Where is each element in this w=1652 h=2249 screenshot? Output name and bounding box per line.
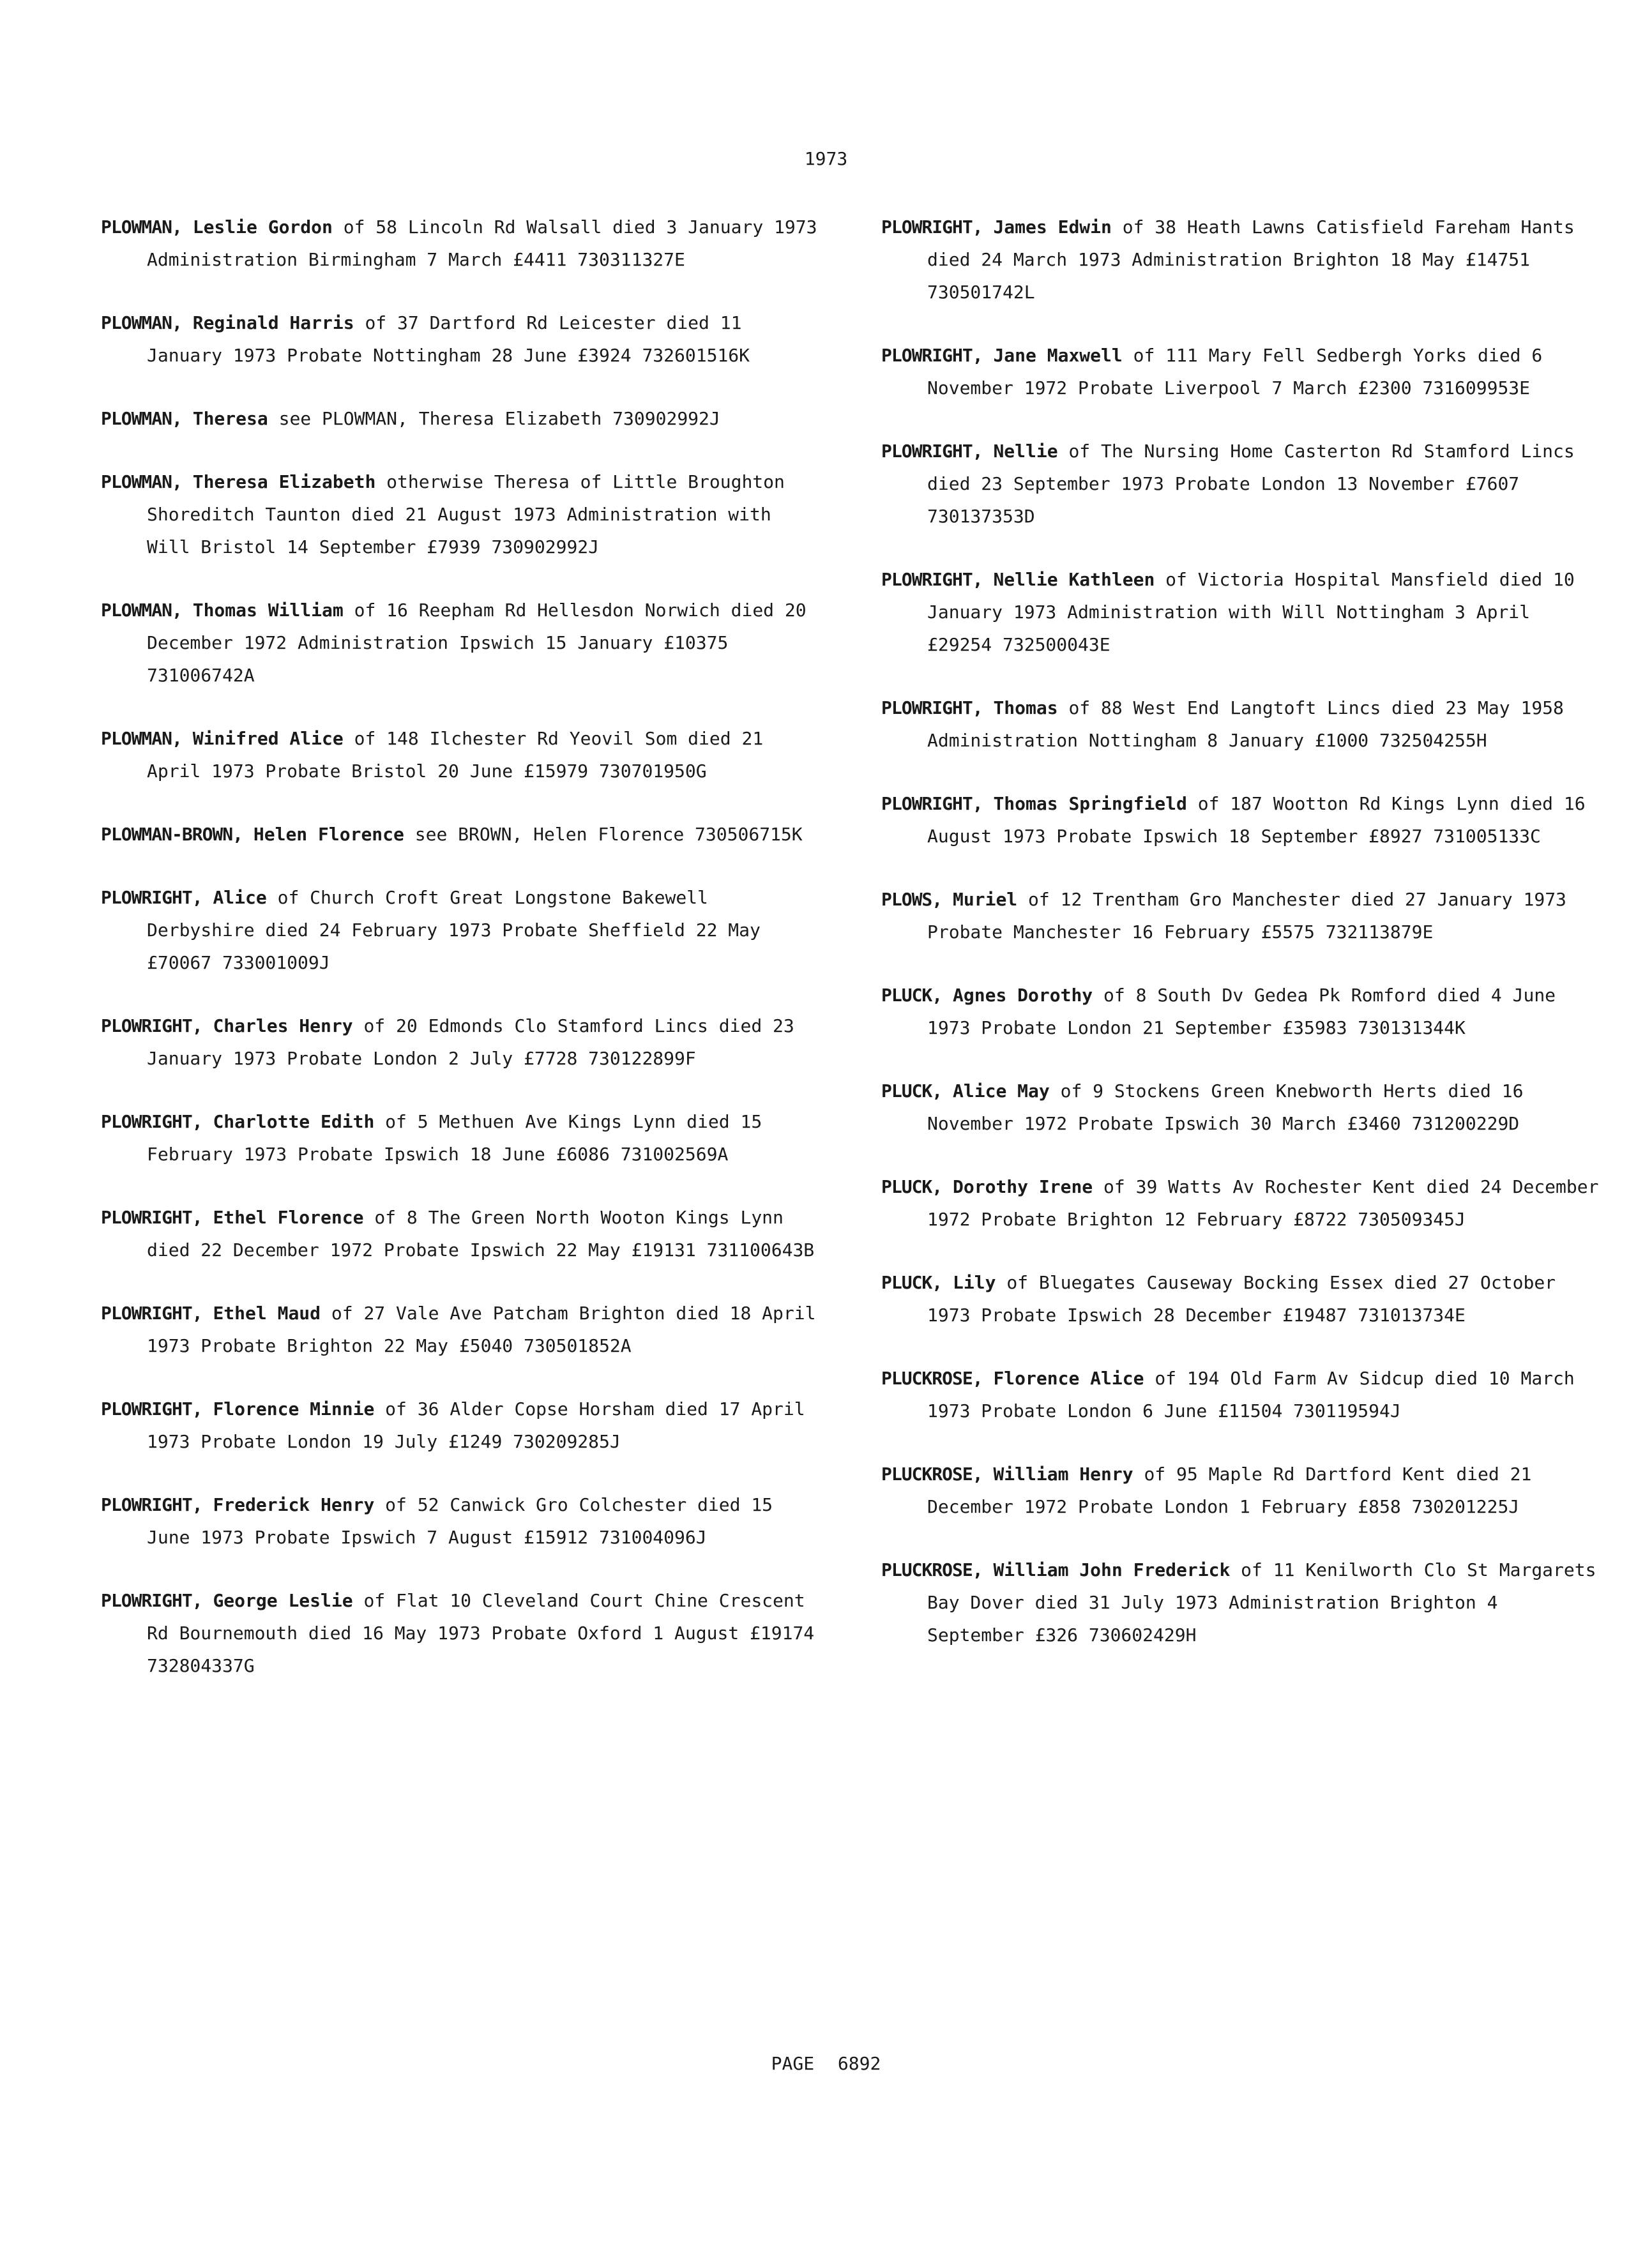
probate-entry: [101, 594, 822, 692]
probate-entry: [101, 1010, 822, 1075]
entry-surname: PLUCKROSE,: [881, 1559, 983, 1580]
entry-details: of 148 Ilchester Rd Yeovil Som died 21 April 1973 Probate Bristol 20 June £15979 730701950G: [147, 728, 764, 782]
entry-forenames: Agnes Dorothy: [953, 985, 1093, 1006]
entry-details: of 36 Alder Copse Horsham died 17 April 1973 Probate London 19 July £1249 730209285J: [147, 1398, 805, 1452]
entry-details: of 37 Dartford Rd Leicester died 11 January 1973 Probate Nottingham 28 June £3924 732601516K: [147, 312, 750, 366]
page-footer: [0, 2053, 1652, 2074]
entry-surname: PLOWS,: [881, 889, 943, 910]
entry-forenames: William John Frederick: [993, 1559, 1231, 1580]
entry-surname: PLOWRIGHT,: [881, 793, 983, 814]
entry-forenames: William Henry: [993, 1464, 1133, 1485]
probate-entry: [101, 1297, 822, 1362]
probate-entry: [881, 1266, 1603, 1331]
entry-details: of 5 Methuen Ave Kings Lynn died 15 February 1973 Probate Ipswich 18 June £6086 731002569A: [147, 1111, 762, 1165]
entry-surname: PLOWMAN,: [101, 312, 182, 333]
entry-details: otherwise Theresa of Little Broughton Shoreditch Taunton died 21 August 1973 Administration with Will Bristol 14 September £7939 730902992J: [147, 471, 785, 557]
entry-details: of 187 Wootton Rd Kings Lynn died 16 August 1973 Probate Ipswich 18 September £8927 731005133C: [927, 793, 1586, 847]
probate-entry: [101, 1201, 822, 1266]
entry-surname: PLUCK,: [881, 985, 943, 1006]
probate-entry: [881, 1170, 1603, 1236]
probate-entry: [881, 1362, 1603, 1427]
probate-entry: [881, 435, 1603, 533]
entry-surname: PLOWMAN,: [101, 471, 182, 492]
page-number: 6892: [837, 2053, 881, 2074]
entry-forenames: Frederick Henry: [213, 1494, 375, 1515]
entry-forenames: Muriel: [953, 889, 1018, 910]
probate-entry: [101, 307, 822, 372]
left-column: [101, 211, 822, 1713]
entry-surname: PLOWMAN,: [101, 728, 182, 749]
entry-surname: PLOWRIGHT,: [101, 887, 202, 908]
entry-surname: PLOWMAN,: [101, 600, 182, 621]
probate-entry: [881, 883, 1603, 948]
entry-forenames: Thomas William: [192, 600, 344, 621]
page-label: PAGE: [771, 2053, 815, 2074]
probate-entry: [101, 211, 822, 276]
entry-forenames: Dorothy Irene: [953, 1176, 1093, 1197]
entry-details: of The Nursing Home Casterton Rd Stamford Lincs died 23 September 1973 Probate London 13 November £7607 730137353D: [927, 441, 1575, 527]
entry-surname: PLOWMAN-BROWN,: [101, 824, 243, 845]
entry-surname: PLOWRIGHT,: [101, 1590, 202, 1611]
entry-details: of 52 Canwick Gro Colchester died 15 June 1973 Probate Ipswich 7 August £15912 731004096J: [147, 1494, 773, 1548]
entry-forenames: Alice May: [953, 1080, 1050, 1102]
entry-surname: PLOWRIGHT,: [881, 441, 983, 462]
entry-forenames: Charlotte Edith: [213, 1111, 375, 1132]
probate-entry: [101, 1105, 822, 1170]
entry-details: see PLOWMAN, Theresa Elizabeth 730902992J: [278, 408, 720, 429]
entry-forenames: Ethel Maud: [213, 1303, 321, 1324]
entry-details: of 194 Old Farm Av Sidcup died 10 March 1973 Probate London 6 June £11504 730119594J: [927, 1368, 1575, 1421]
probate-entry: [881, 787, 1603, 852]
entry-surname: PLUCK,: [881, 1272, 943, 1293]
entry-forenames: Alice: [213, 887, 267, 908]
right-column: [881, 211, 1603, 1682]
entry-details: of 9 Stockens Green Knebworth Herts died 16 November 1972 Probate Ipswich 30 March £3460 731200229D: [927, 1080, 1524, 1134]
page-year-heading: 1973: [804, 148, 848, 169]
entry-surname: PLOWRIGHT,: [101, 1494, 202, 1515]
entry-details: of 88 West End Langtoft Lincs died 23 May 1958 Administration Nottingham 8 January £1000 732504255H: [927, 697, 1564, 751]
entry-forenames: Theresa: [192, 408, 268, 429]
entry-forenames: Reginald Harris: [192, 312, 354, 333]
entry-details: of Victoria Hospital Mansfield died 10 January 1973 Administration with Will Nottingham 3 April £29254 732500043E: [927, 569, 1575, 655]
probate-entry: [881, 979, 1603, 1044]
entry-forenames: Helen Florence: [253, 824, 404, 845]
probate-entry: [101, 818, 822, 851]
entry-details: of 8 The Green North Wooton Kings Lynn died 22 December 1972 Probate Ipswich 22 May £19131 731100643B: [147, 1207, 815, 1261]
entry-surname: PLOWRIGHT,: [881, 569, 983, 590]
entry-details: of 27 Vale Ave Patcham Brighton died 18 April 1973 Probate Brighton 22 May £5040 730501852A: [147, 1303, 816, 1356]
entry-surname: PLOWRIGHT,: [881, 216, 983, 238]
entry-details: of 38 Heath Lawns Catisfield Fareham Hants died 24 March 1973 Administration Brighton 18 May £14751 730501742L: [927, 216, 1575, 303]
entry-surname: PLOWRIGHT,: [881, 697, 983, 718]
probate-entry: [881, 1458, 1603, 1523]
probate-entry: [881, 692, 1603, 757]
entry-details: of 95 Maple Rd Dartford Kent died 21 December 1972 Probate London 1 February £858 730201225J: [927, 1464, 1532, 1517]
probate-entry: [101, 722, 822, 787]
entry-forenames: George Leslie: [213, 1590, 353, 1611]
entry-details: see BROWN, Helen Florence 730506715K: [414, 824, 803, 845]
entry-surname: PLOWMAN,: [101, 216, 182, 238]
entry-details: of 8 South Dv Gedea Pk Romford died 4 June 1973 Probate London 21 September £35983 730131344K: [927, 985, 1556, 1038]
probate-entry: [101, 1488, 822, 1554]
probate-entry: [101, 1393, 822, 1458]
probate-entry: [881, 1075, 1603, 1140]
probate-entry: [101, 881, 822, 979]
entry-surname: PLUCK,: [881, 1080, 943, 1102]
probate-entry: [881, 211, 1603, 308]
entry-forenames: Ethel Florence: [213, 1207, 364, 1228]
entry-surname: PLOWRIGHT,: [881, 345, 983, 366]
entry-forenames: Florence Minnie: [213, 1398, 375, 1420]
entry-surname: PLOWRIGHT,: [101, 1015, 202, 1036]
entry-surname: PLUCKROSE,: [881, 1464, 983, 1485]
entry-details: of Flat 10 Cleveland Court Chine Crescent Rd Bournemouth died 16 May 1973 Probate Oxford 1 August £19174 732804337G: [147, 1590, 815, 1676]
entry-details: of Bluegates Causeway Bocking Essex died 27 October 1973 Probate Ipswich 28 December £19487 731013734E: [927, 1272, 1556, 1326]
probate-entry: [101, 466, 822, 563]
entry-details: of 111 Mary Fell Sedbergh Yorks died 6 November 1972 Probate Liverpool 7 March £2300 731609953E: [927, 345, 1543, 398]
entry-forenames: Thomas Springfield: [993, 793, 1187, 814]
entry-details: of 58 Lincoln Rd Walsall died 3 January 1973 Administration Birmingham 7 March £4411 730311327E: [147, 216, 817, 270]
entry-forenames: Nellie: [993, 441, 1058, 462]
entry-forenames: Charles Henry: [213, 1015, 353, 1036]
entry-forenames: Leslie Gordon: [192, 216, 333, 238]
entry-forenames: James Edwin: [993, 216, 1112, 238]
entry-forenames: Winifred Alice: [192, 728, 344, 749]
entry-surname: PLOWMAN,: [101, 408, 182, 429]
entry-details: of 16 Reepham Rd Hellesdon Norwich died 20 December 1972 Administration Ipswich 15 January £10375 731006742A: [147, 600, 807, 686]
entry-forenames: Nellie Kathleen: [993, 569, 1155, 590]
entry-forenames: Florence Alice: [993, 1368, 1144, 1389]
entry-surname: PLOWRIGHT,: [101, 1303, 202, 1324]
probate-entry: [101, 402, 822, 435]
entry-forenames: Lily: [953, 1272, 996, 1293]
probate-entry: [881, 563, 1603, 661]
entry-surname: PLOWRIGHT,: [101, 1111, 202, 1132]
entry-surname: PLOWRIGHT,: [101, 1207, 202, 1228]
probate-entry: [101, 1584, 822, 1682]
entry-forenames: Thomas: [993, 697, 1058, 718]
entry-details: of 12 Trentham Gro Manchester died 27 January 1973 Probate Manchester 16 February £5575 732113879E: [927, 889, 1566, 943]
entry-details: of 39 Watts Av Rochester Kent died 24 December 1972 Probate Brighton 12 February £8722 730509345J: [927, 1176, 1599, 1230]
probate-entry: [881, 1554, 1603, 1651]
entry-details: of 20 Edmonds Clo Stamford Lincs died 23 January 1973 Probate London 2 July £7728 730122899F: [147, 1015, 794, 1069]
entry-details: of Church Croft Great Longstone Bakewell Derbyshire died 24 February 1973 Probate Sheffield 22 May £70067 733001009J: [147, 887, 761, 973]
entry-surname: PLOWRIGHT,: [101, 1398, 202, 1420]
entry-surname: PLUCK,: [881, 1176, 943, 1197]
entry-details: of 11 Kenilworth Clo St Margarets Bay Dover died 31 July 1973 Administration Brighton 4 September £326 730602429H: [927, 1559, 1596, 1646]
entry-forenames: Theresa Elizabeth: [192, 471, 376, 492]
entry-forenames: Jane Maxwell: [993, 345, 1123, 366]
probate-entry: [881, 339, 1603, 404]
entry-surname: PLUCKROSE,: [881, 1368, 983, 1389]
